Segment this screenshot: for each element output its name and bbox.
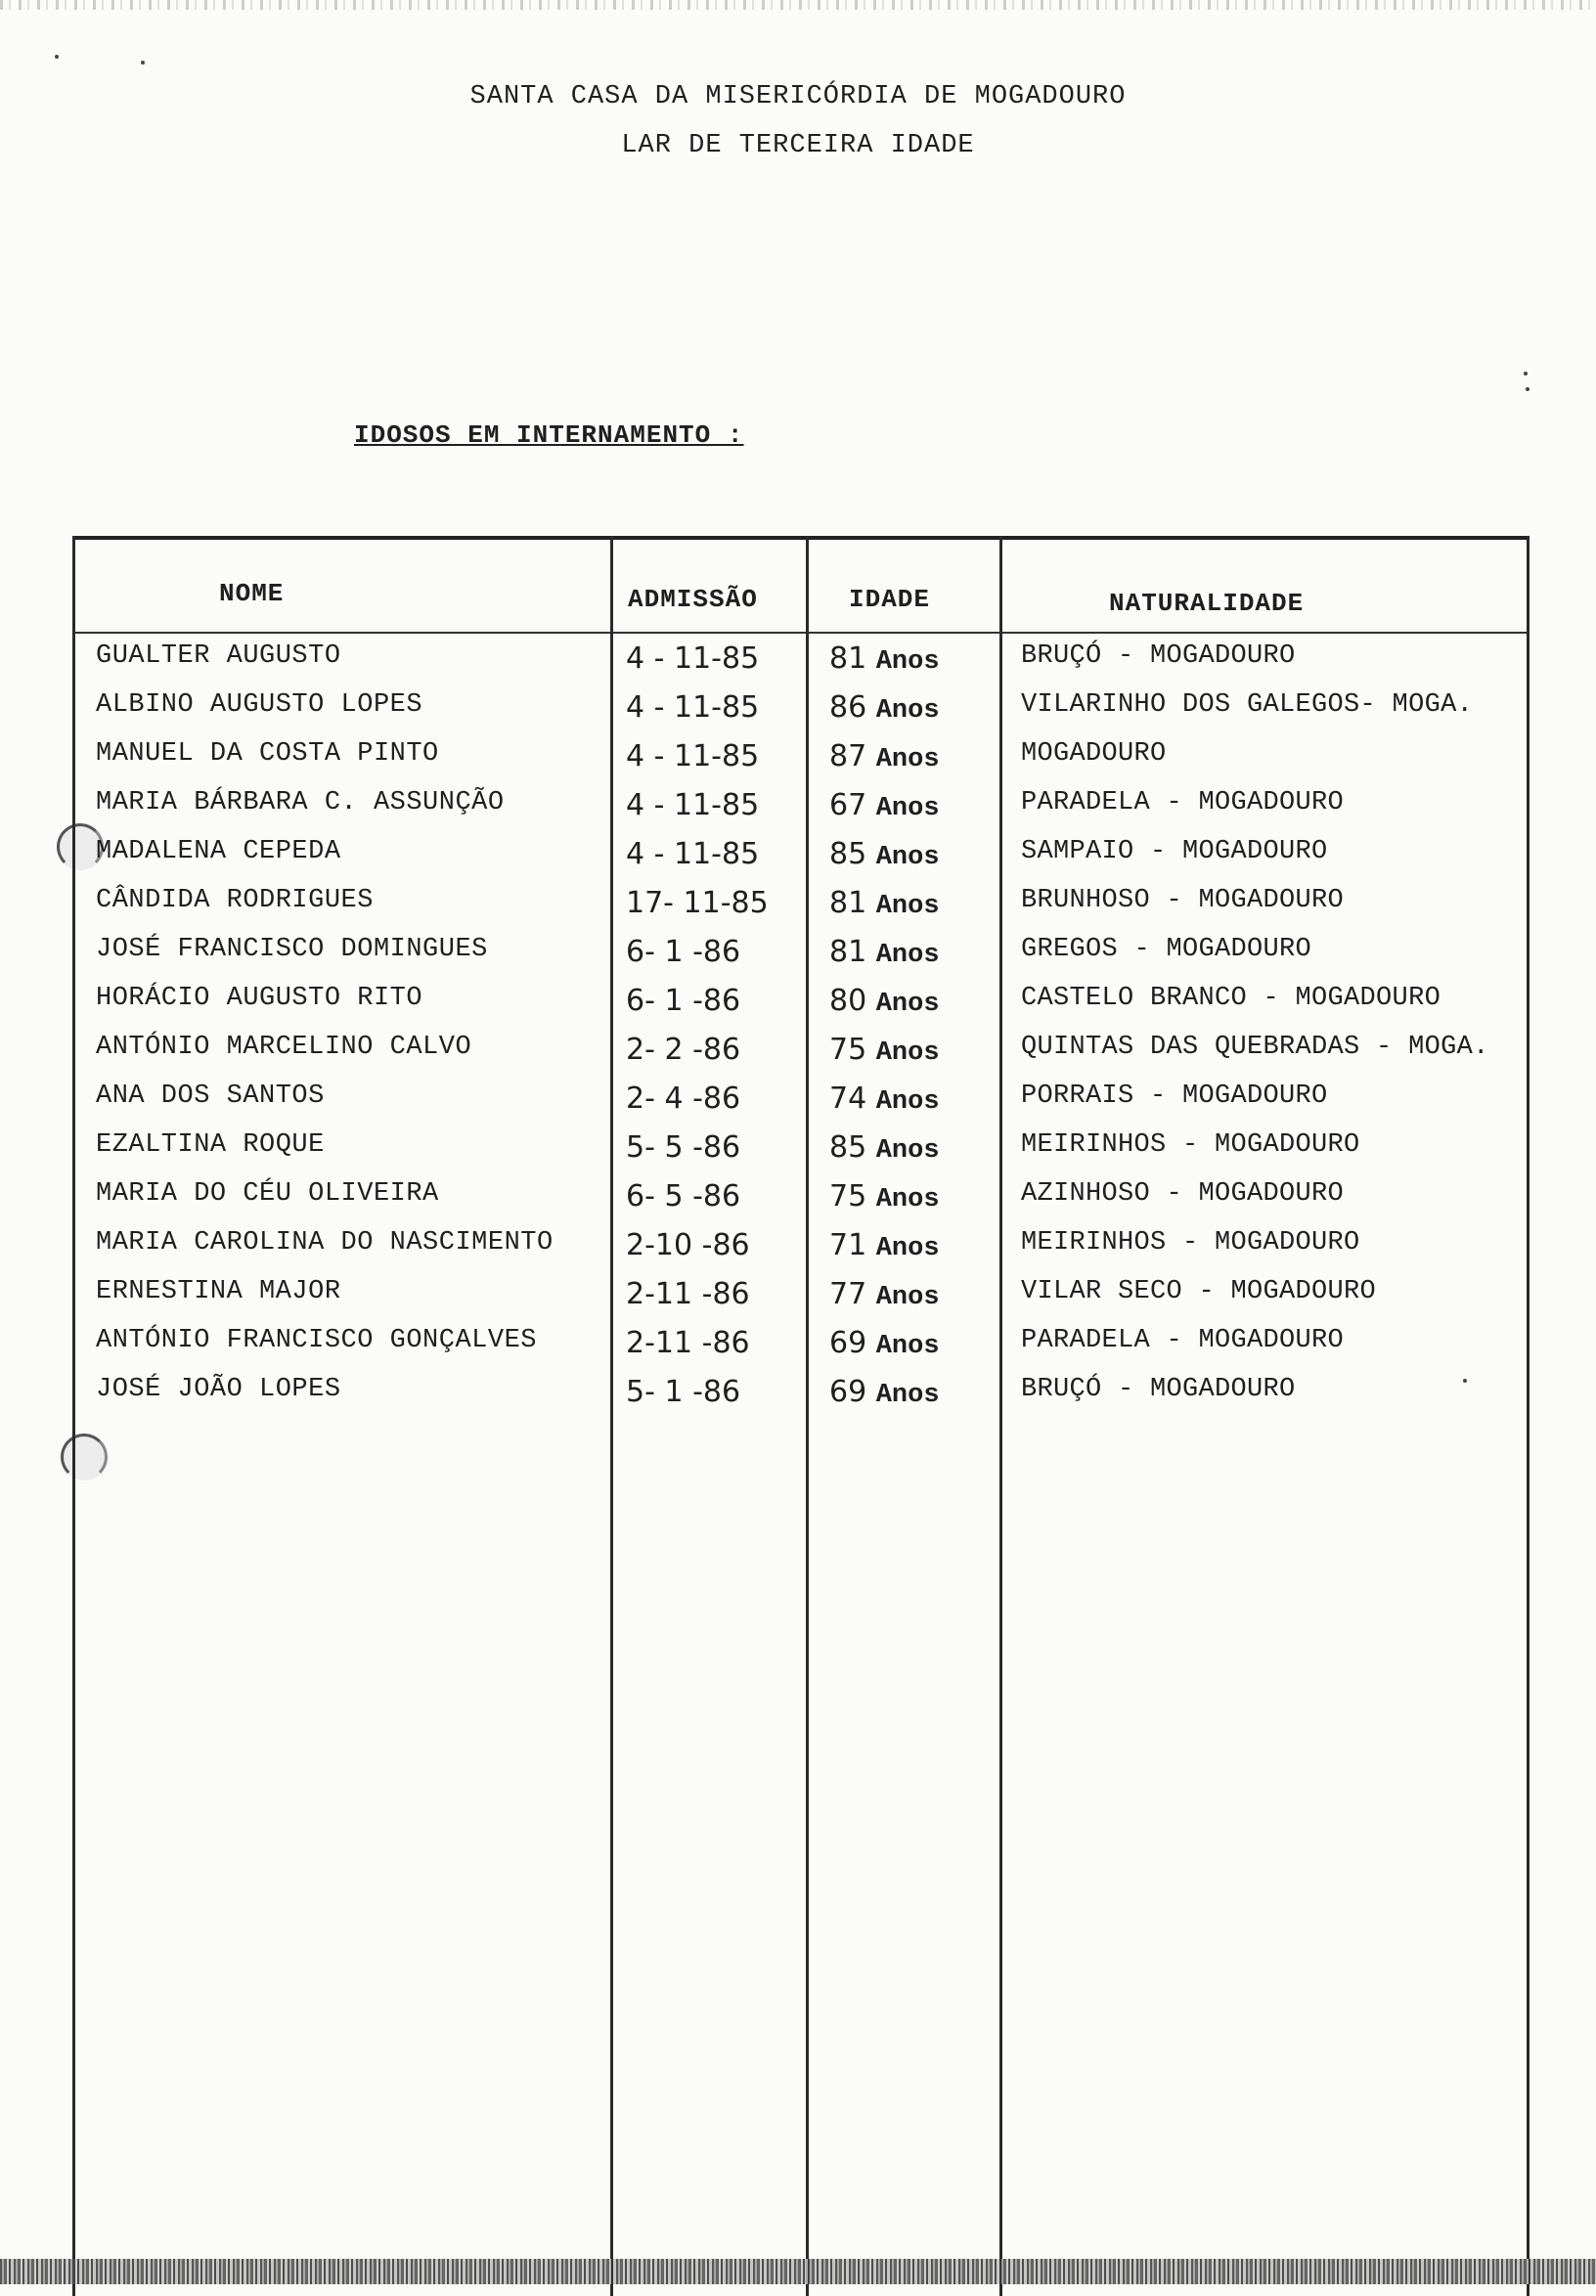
idade-number: 81 (829, 641, 867, 676)
cell-naturalidade: BRUÇÓ - MOGADOURO (1021, 1375, 1296, 1404)
header-idade: IDADE (849, 585, 931, 614)
cell-admissao: 6- 1 -86 (626, 984, 741, 1018)
cell-naturalidade: GREGOS - MOGADOURO (1021, 935, 1312, 964)
section-title: IDOSOS EM INTERNAMENTO : (354, 420, 744, 450)
cell-nome: ALBINO AUGUSTO LOPES (96, 690, 423, 720)
table-row (72, 739, 1530, 788)
cell-idade (829, 837, 940, 872)
idade-number: 69 (829, 1375, 867, 1409)
table-row (72, 886, 1530, 935)
cell-idade (829, 984, 940, 1019)
cell-admissao: 6- 5 -86 (626, 1179, 741, 1214)
table-row (72, 1228, 1530, 1277)
idade-unit: Anos (875, 1038, 940, 1068)
table-row (72, 1130, 1530, 1179)
cell-naturalidade: VILAR SECO - MOGADOURO (1021, 1277, 1377, 1306)
idade-unit: Anos (875, 1332, 940, 1361)
cell-nome: GUALTER AUGUSTO (96, 641, 341, 671)
idade-unit: Anos (875, 941, 940, 970)
cell-nome: ERNESTINA MAJOR (96, 1277, 341, 1306)
idade-number: 81 (829, 935, 867, 969)
cell-admissao: 5- 1 -86 (626, 1375, 741, 1409)
cell-idade (829, 1228, 940, 1263)
cell-naturalidade: BRUNHOSO - MOGADOURO (1021, 886, 1345, 915)
idade-number: 85 (829, 1130, 867, 1165)
cell-naturalidade: VILARINHO DOS GALEGOS- MOGA. (1021, 690, 1474, 720)
cell-naturalidade: AZINHOSO - MOGADOURO (1021, 1179, 1345, 1209)
cell-nome: MARIA BÁRBARA C. ASSUNÇÃO (96, 788, 505, 817)
idade-unit: Anos (875, 1087, 940, 1117)
header-admissao: ADMISSÃO (628, 585, 758, 614)
scan-speck (1526, 387, 1530, 391)
cell-admissao: 4 - 11-85 (626, 788, 760, 822)
cell-idade (829, 1277, 940, 1312)
table-row (72, 1277, 1530, 1326)
cell-naturalidade: PORRAIS - MOGADOURO (1021, 1082, 1328, 1111)
cell-idade (829, 690, 940, 726)
cell-admissao: 4 - 11-85 (626, 641, 760, 676)
cell-naturalidade: MEIRINHOS - MOGADOURO (1021, 1130, 1360, 1160)
cell-idade (829, 1082, 940, 1117)
cell-admissao: 2-10 -86 (626, 1228, 750, 1262)
cell-nome: MANUEL DA COSTA PINTO (96, 739, 439, 769)
cell-naturalidade: PARADELA - MOGADOURO (1021, 788, 1345, 817)
idade-number: 77 (829, 1277, 867, 1311)
cell-idade (829, 1179, 940, 1214)
cell-admissao: 2-11 -86 (626, 1326, 750, 1360)
idade-unit: Anos (875, 1381, 940, 1410)
idade-unit: Anos (875, 647, 940, 677)
cell-nome: MARIA DO CÉU OLIVEIRA (96, 1179, 439, 1209)
idade-number: 75 (829, 1179, 867, 1214)
cell-nome: ANTÓNIO MARCELINO CALVO (96, 1033, 472, 1062)
cell-nome: MADALENA CEPEDA (96, 837, 341, 866)
idade-unit: Anos (875, 794, 940, 823)
cell-nome: HORÁCIO AUGUSTO RITO (96, 984, 423, 1013)
cell-admissao: 2-11 -86 (626, 1277, 750, 1311)
cell-idade (829, 788, 940, 823)
header-nome: NOME (219, 579, 285, 608)
institution-subtitle: LAR DE TERCEIRA IDADE (621, 131, 975, 160)
idade-unit: Anos (875, 990, 940, 1019)
table-row (72, 1375, 1530, 1424)
idade-number: 75 (829, 1033, 867, 1067)
cell-admissao: 4 - 11-85 (626, 739, 760, 773)
scan-speck (1524, 372, 1528, 375)
residents-table (72, 536, 1530, 2296)
cell-admissao: 17- 11-85 (626, 886, 769, 920)
table-row (72, 1033, 1530, 1082)
cell-naturalidade: QUINTAS DAS QUEBRADAS - MOGA. (1021, 1033, 1489, 1062)
idade-number: 67 (829, 788, 867, 822)
table-row (72, 1082, 1530, 1130)
table-top-rule (72, 536, 1530, 540)
cell-nome: CÂNDIDA RODRIGUES (96, 886, 374, 915)
table-header-rule (72, 632, 1530, 634)
cell-idade (829, 1033, 940, 1068)
cell-naturalidade: MOGADOURO (1021, 739, 1167, 769)
table-row (72, 984, 1530, 1033)
cell-idade (829, 1130, 940, 1166)
table-row (72, 1179, 1530, 1228)
scan-speck (141, 61, 145, 65)
idade-number: 81 (829, 886, 867, 920)
idade-number: 69 (829, 1326, 867, 1360)
idade-unit: Anos (875, 843, 940, 872)
idade-number: 86 (829, 690, 867, 725)
idade-unit: Anos (875, 1185, 940, 1214)
scan-top-edge (0, 0, 1596, 10)
cell-nome: ANTÓNIO FRANCISCO GONÇALVES (96, 1326, 537, 1355)
table-row (72, 1326, 1530, 1375)
cell-idade (829, 935, 940, 970)
cell-naturalidade: BRUÇÓ - MOGADOURO (1021, 641, 1296, 671)
idade-number: 87 (829, 739, 867, 773)
cell-admissao: 2- 2 -86 (626, 1033, 741, 1067)
idade-number: 85 (829, 837, 867, 871)
idade-unit: Anos (875, 1136, 940, 1166)
idade-number: 71 (829, 1228, 867, 1262)
cell-nome: EZALTINA ROQUE (96, 1130, 325, 1160)
idade-unit: Anos (875, 1234, 940, 1263)
cell-admissao: 4 - 11-85 (626, 837, 760, 871)
cell-nome: ANA DOS SANTOS (96, 1082, 325, 1111)
cell-idade (829, 1326, 940, 1361)
scan-bottom-edge (0, 2259, 1596, 2284)
cell-admissao: 2- 4 -86 (626, 1082, 741, 1116)
cell-admissao: 5- 5 -86 (626, 1130, 741, 1165)
cell-naturalidade: PARADELA - MOGADOURO (1021, 1326, 1345, 1355)
cell-naturalidade: SAMPAIO - MOGADOURO (1021, 837, 1328, 866)
cell-admissao: 6- 1 -86 (626, 935, 741, 969)
table-row (72, 641, 1530, 690)
idade-unit: Anos (875, 745, 940, 774)
cell-naturalidade: CASTELO BRANCO - MOGADOURO (1021, 984, 1441, 1013)
table-row (72, 788, 1530, 837)
institution-name: SANTA CASA DA MISERICÓRDIA DE MOGADOURO (469, 82, 1127, 111)
scan-speck (55, 55, 59, 59)
idade-number: 74 (829, 1082, 867, 1116)
table-row (72, 837, 1530, 886)
cell-nome: JOSÉ FRANCISCO DOMINGUES (96, 935, 488, 964)
idade-unit: Anos (875, 1283, 940, 1312)
cell-nome: JOSÉ JOÃO LOPES (96, 1375, 341, 1404)
cell-idade (829, 739, 940, 774)
table-row (72, 935, 1530, 984)
cell-idade (829, 1375, 940, 1410)
header-naturalidade: NATURALIDADE (1109, 589, 1305, 618)
cell-nome: MARIA CAROLINA DO NASCIMENTO (96, 1228, 554, 1258)
cell-admissao: 4 - 11-85 (626, 690, 760, 725)
idade-unit: Anos (875, 892, 940, 921)
cell-idade (829, 886, 940, 921)
cell-naturalidade: MEIRINHOS - MOGADOURO (1021, 1228, 1360, 1258)
idade-number: 80 (829, 984, 867, 1018)
table-row (72, 690, 1530, 739)
cell-idade (829, 641, 940, 677)
idade-unit: Anos (875, 696, 940, 726)
